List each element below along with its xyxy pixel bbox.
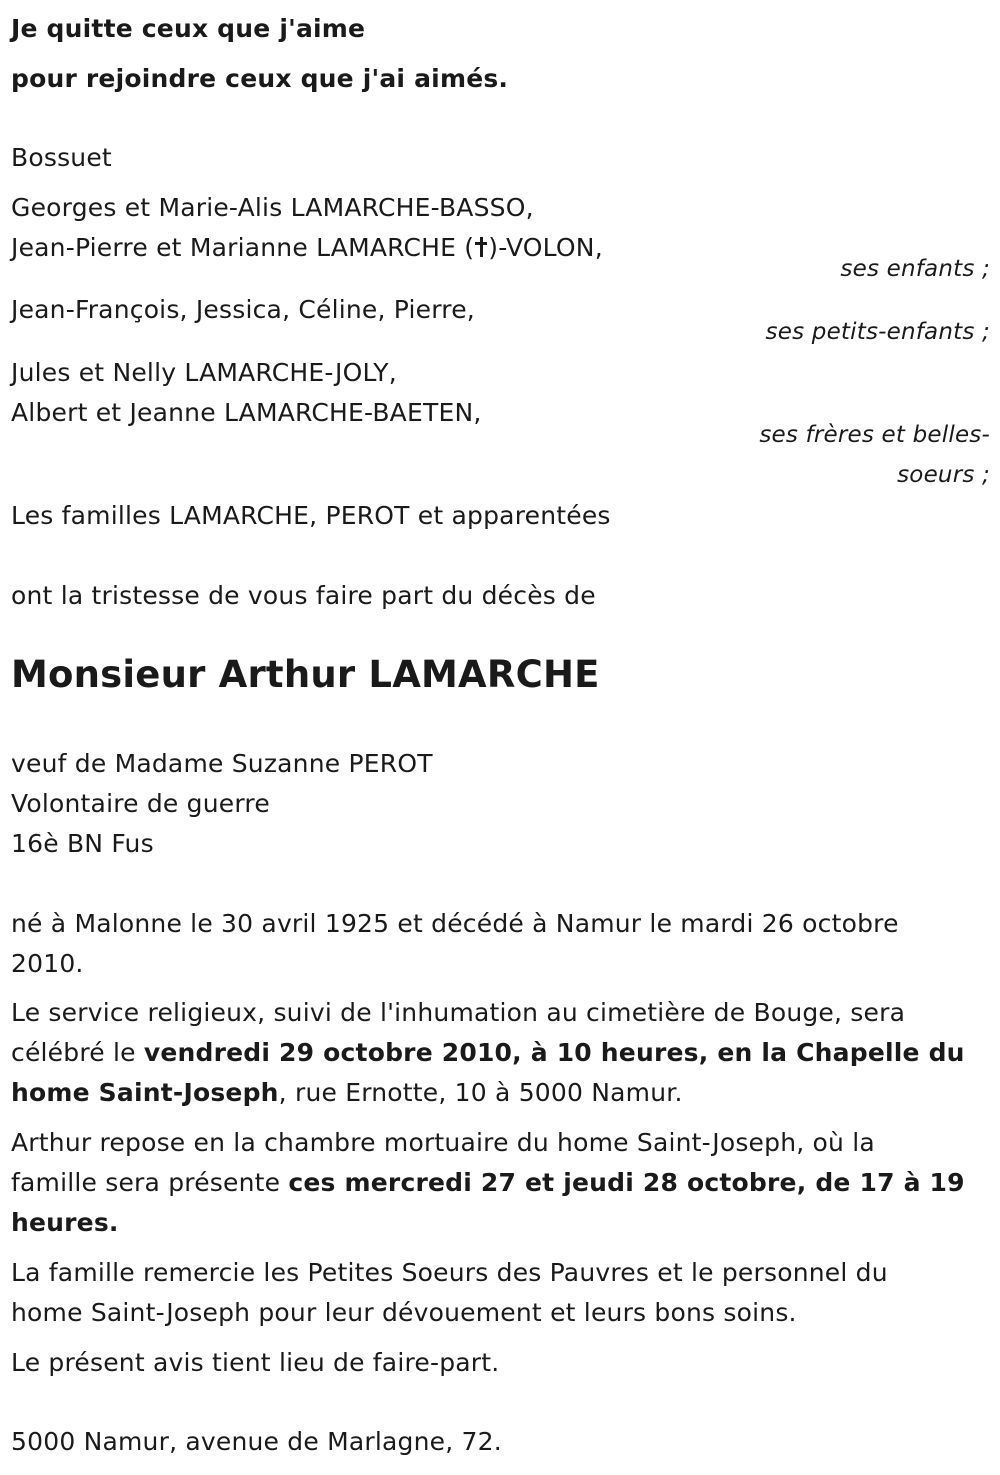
visitation-line-2-plain: famille sera présente: [11, 1168, 289, 1197]
address: 5000 Namur, avenue de Marlagne, 72.: [11, 1427, 502, 1456]
grandchildren-role: ses petits-enfants ;: [765, 319, 990, 345]
visitation-line-2: [11, 1170, 965, 1195]
siblings-line-2: Albert et Jeanne LAMARCHE-BAETEN,: [11, 398, 482, 427]
siblings-line-1: Jules et Nelly LAMARCHE-JOLY,: [11, 358, 397, 387]
announcement: ont la tristesse de vous faire part du décès de: [11, 581, 596, 610]
children-line-2-end: )-VOLON,: [488, 233, 603, 262]
deceased-name: Monsieur Arthur LAMARCHE: [11, 653, 600, 696]
service-line-3: [11, 1080, 683, 1105]
siblings-role-line-2: soeurs ;: [897, 462, 990, 488]
service-venue: home Saint-Joseph: [11, 1078, 279, 1107]
deceased-title-2: 16è BN Fus: [11, 829, 154, 858]
visitation-line-1: Arthur repose en la chambre mortuaire du home Saint-Joseph, où la: [11, 1128, 875, 1157]
families: Les familles LAMARCHE, PEROT et apparentées: [11, 501, 611, 530]
visitation-dates: ces mercredi 27 et jeudi 28 octobre, de 17 à 19: [288, 1168, 965, 1197]
children-line-1: Georges et Marie-Alis LAMARCHE-BASSO,: [11, 193, 534, 222]
location: Bossuet: [11, 143, 112, 172]
children-line-2: [11, 235, 603, 260]
service-line-2-plain: célébré le: [11, 1038, 144, 1067]
visitation-line-3: heures.: [11, 1208, 119, 1237]
service-address: , rue Ernotte, 10 à 5000 Namur.: [278, 1078, 683, 1107]
service-date-time: vendredi 29 octobre 2010, à 10 heures, en la Chapelle du: [143, 1038, 965, 1067]
children-line-2-start: Jean-Pierre et Marianne LAMARCHE (: [11, 233, 475, 262]
epigraph-line-1: Je quitte ceux que j'aime: [11, 14, 366, 43]
epigraph-line-2: pour rejoindre ceux que j'ai aimés.: [11, 64, 509, 93]
widower-line: veuf de Madame Suzanne PEROT: [11, 749, 433, 778]
birth-death-line-1: né à Malonne le 30 avril 1925 et décédé à Namur le mardi 26 octobre: [11, 909, 899, 938]
children-role: ses enfants ;: [840, 256, 990, 282]
notice: Le présent avis tient lieu de faire-part.: [11, 1348, 500, 1377]
birth-death-line-2: 2010.: [11, 949, 84, 978]
service-line-1: Le service religieux, suivi de l'inhumation au cimetière de Bouge, sera: [11, 998, 906, 1027]
cross-icon: [475, 237, 487, 257]
deceased-title-1: Volontaire de guerre: [11, 789, 270, 818]
siblings-role-line-1: ses frères et belles-: [759, 422, 990, 448]
thanks-line-1: La famille remercie les Petites Soeurs des Pauvres et le personnel du: [11, 1258, 888, 1287]
grandchildren-names: Jean-François, Jessica, Céline, Pierre,: [11, 295, 475, 324]
thanks-line-2: home Saint-Joseph pour leur dévouement et leurs bons soins.: [11, 1298, 797, 1327]
service-line-2: [11, 1040, 965, 1065]
